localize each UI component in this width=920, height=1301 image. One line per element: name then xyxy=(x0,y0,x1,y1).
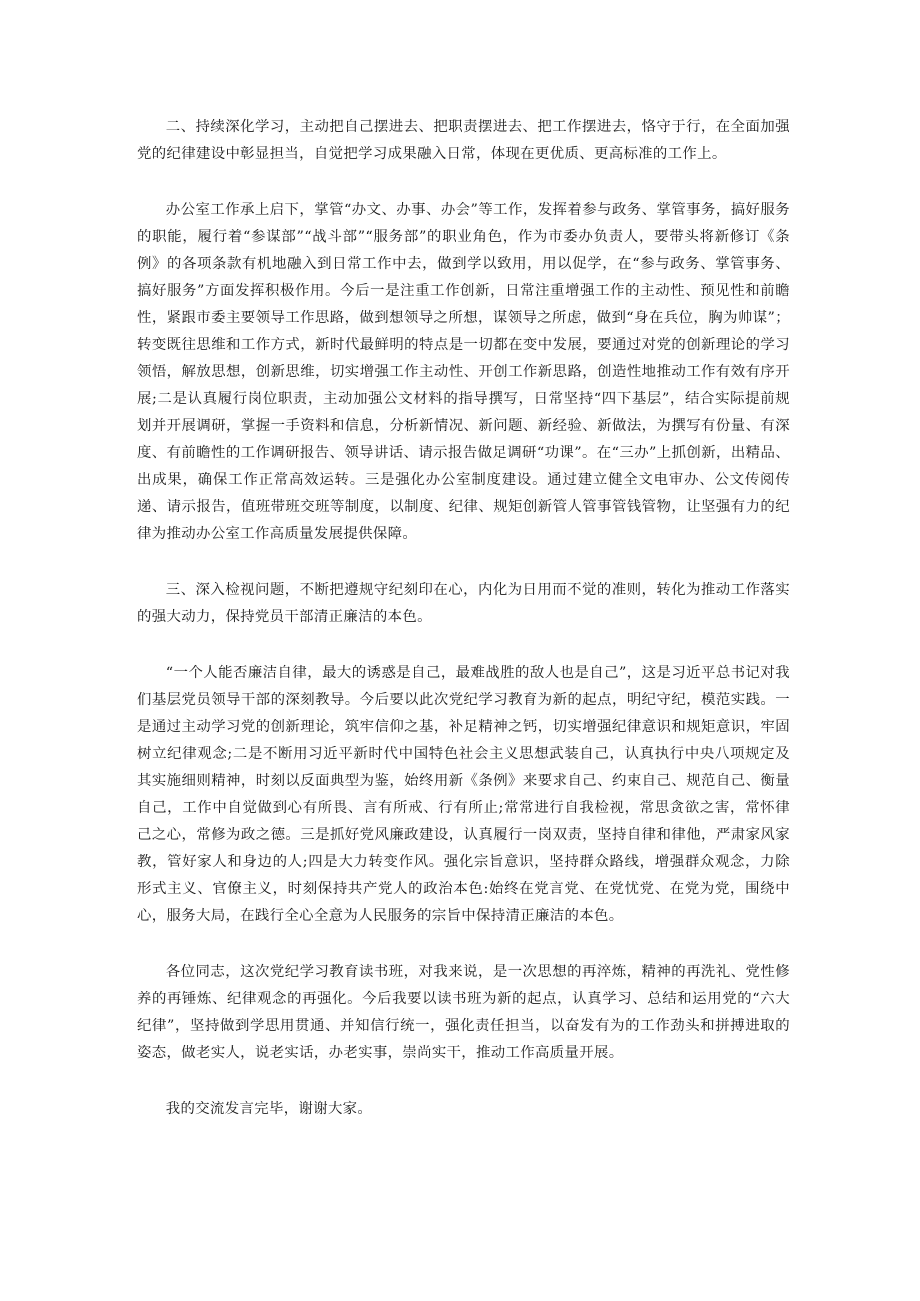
paragraph-thanks: 我的交流发言完毕，谢谢大家。 xyxy=(165,1101,373,1117)
paragraph-closing-summary: 各位同志，这次党纪学习教育读书班，对我来说，是一次思想的再淬炼，精神的再洗礼、党性修养的再锤炼、纪律观念的再强化。今后我要以读书班为新的起点，认真学习、总结和运用党的“六大纪律”，坚持做到学思用贯通、并知信行统一，强化责任担当，以奋发有为的工作劲头和拼搏进取的姿态，做老实人，说老实话，办老实事，崇尚实干，推动工作高质量开展。 xyxy=(137,964,790,1061)
paragraph-section-three-heading: 三、深入检视问题，不断把遵规守纪刻印在心，内化为日用而不觉的准则，转化为推动工作落实的强大动力，保持党员干部清正廉洁的本色。 xyxy=(137,582,790,625)
document-body xyxy=(137,114,790,1123)
paragraph-office-work: 办公室工作承上启下，掌管“办文、办事、办会”等工作，发挥着参与政务、掌管事务，搞好服务的职能，履行着“参谋部”“战斗部”“服务部”的职业角色，作为市委办负责人，要带头将新修订《条例》的各项条款有机地融入到日常工作中去，做到学以致用，用以促学，在“参与政务、掌管事务、搞好服务”方面发挥积极作用。今后一是注重工作创新，日常注重增强工作的主动性、预见性和前瞻性，紧跟市委主要领导工作思路，做到想领导之所想，谋领导之所虑，做到“身在兵位，胸为帅谋”；转变既往思维和工作方式，新时代最鲜明的特点是一切都在变中发展，要通过对党的创新理论的学习领悟，解放思想，创新思维，切实增强工作主动性、开创工作新思路，创造性地推动工作有效有序开展;二是认真履行岗位职责，主动加强公文材料的指导撰写，日常坚持“四下基层”，结合实际提前规划并开展调研，掌握一手资料和信息，分析新情况、新问题、新经验、新做法，为撰写有份量、有深度、有前瞻性的工作调研报告、领导讲话、请示报告做足调研“功课”。在“三办”上抓创新，出精品、出成果，确保工作正常高效运转。三是强化办公室制度建设。通过建立健全文电审办、公文传阅传递、请示报告，值班带班交班等制度，以制度、纪律、规矩创新管人管事管钱管物，让坚强有力的纪律为推动办公室工作高质量发展提供保障。 xyxy=(137,202,790,542)
paragraph-self-discipline: “一个人能否廉洁自律，最大的诱惑是自己，最难战胜的敌人也是自己”，这是习近平总书记对我们基层党员领导干部的深刻教导。今后要以此次党纪学习教育为新的起点，明纪守纪，模范实践。一是通过主动学习党的创新理论，筑牢信仰之基，补足精神之钙，切实增强纪律意识和规矩意识，牢固树立纪律观念;二是不断用习近平新时代中国特色社会主义思想武装自己，认真执行中央八项规定及其实施细则精神，时刻以反面典型为鉴，始终用新《条例》来要求自己、约束自己、规范自己、衡量自己，工作中自觉做到心有所畏、言有所戒、行有所止;常常进行自我检视，常思贪欲之害，常怀律己之心，常修为政之德。三是抓好党风廉政建设，认真履行一岗双责，坚持自律和律他，严肃家风家教，管好家人和身边的人;四是大力转变作风。强化宗旨意识，坚持群众路线，增强群众观念，力除形式主义、官僚主义，时刻保持共产党人的政治本色:始终在党言党、在党忧党、在党为党，围绕中心，服务大局，在践行全心全意为人民服务的宗旨中保持清正廉洁的本色。 xyxy=(137,665,790,924)
paragraph-section-two-heading: 二、持续深化学习，主动把自己摆进去、把职责摆进去、把工作摆进去，恪守于行，在全面加强党的纪律建设中彰显担当，自觉把学习成果融入日常，体现在更优质、更高标准的工作上。 xyxy=(137,119,790,162)
